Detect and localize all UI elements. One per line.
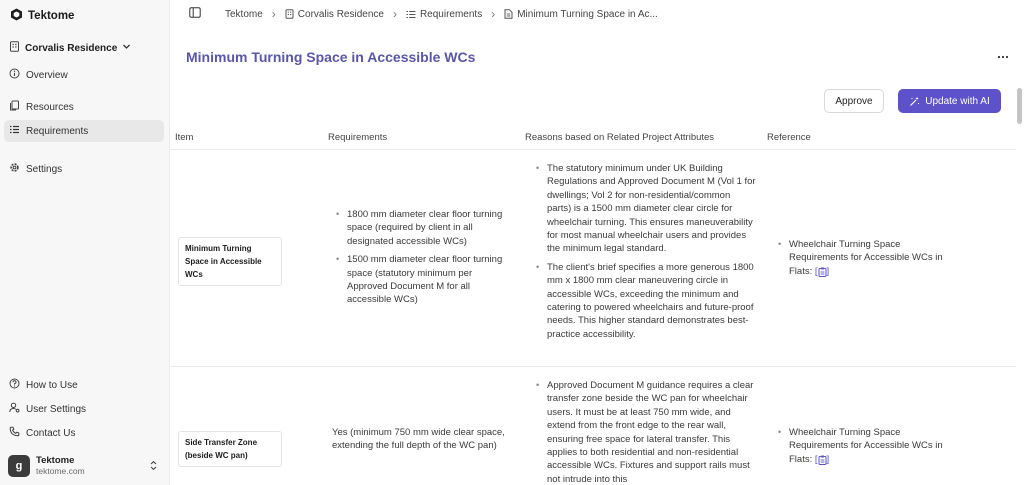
list-item: • 1500 mm diameter clear floor turning space (statutory minimum per Approved Document M for all accessible WCs) bbox=[334, 253, 514, 307]
list-icon bbox=[9, 124, 20, 138]
sidebar-item-user-settings[interactable] bbox=[4, 398, 164, 420]
reference-text: Wheelchair Turning Space Requirements for Accessible WCs in Flats: bbox=[789, 239, 943, 277]
list-item bbox=[776, 238, 961, 278]
breadcrumb-label: Minimum Turning Space in Ac... bbox=[517, 8, 658, 20]
reasons-cell bbox=[534, 379, 757, 485]
contact-icon bbox=[9, 426, 20, 440]
breadcrumb-label: Corvalis Residence bbox=[297, 8, 384, 20]
avatar: g bbox=[8, 455, 30, 477]
chevron-right-icon: › bbox=[271, 7, 276, 21]
list-item bbox=[776, 426, 961, 466]
table-header bbox=[171, 126, 1016, 150]
sidebar-item-resources[interactable] bbox=[4, 96, 164, 118]
chevron-right-icon: › bbox=[491, 7, 496, 21]
column-header-item: Item bbox=[175, 132, 194, 143]
tektome-logo-icon bbox=[10, 8, 23, 24]
sidebar-item-contact-us[interactable] bbox=[4, 422, 164, 444]
more-horizontal-icon bbox=[997, 55, 1009, 59]
project-name: Corvalis Residence bbox=[25, 42, 118, 54]
brand[interactable] bbox=[10, 8, 74, 24]
sidebar-toggle-icon[interactable] bbox=[189, 7, 201, 21]
sidebar-item-requirements[interactable] bbox=[4, 120, 164, 142]
breadcrumb-label: Tektome bbox=[225, 8, 263, 20]
topbar bbox=[171, 0, 1024, 28]
breadcrumb bbox=[225, 9, 658, 20]
sidebar-item-label: User Settings bbox=[26, 403, 87, 415]
breadcrumb-label: Requirements bbox=[419, 8, 483, 20]
reasons-cell bbox=[534, 162, 757, 346]
magic-wand-icon bbox=[909, 96, 920, 107]
sidebar-item-label: Contact Us bbox=[26, 427, 76, 439]
update-with-ai-label: Update with AI bbox=[925, 95, 990, 107]
table-row bbox=[171, 368, 1016, 485]
user-email: tektome.com bbox=[36, 466, 85, 476]
user-settings-icon bbox=[9, 402, 20, 416]
reference-cell bbox=[776, 426, 961, 471]
table-row bbox=[171, 151, 1016, 367]
project-switcher[interactable] bbox=[9, 40, 131, 56]
user-menu[interactable] bbox=[8, 453, 162, 479]
files-icon bbox=[9, 100, 20, 114]
item-card[interactable]: Minimum Turning Space in Accessible WCs bbox=[178, 237, 282, 286]
help-icon bbox=[9, 378, 20, 392]
brand-title: Tektome bbox=[28, 10, 75, 22]
list-item: • 1800 mm diameter clear floor turning space (required by client in all designated accessible WCs) bbox=[334, 208, 514, 248]
user-name: Tektome bbox=[36, 455, 75, 466]
sidebar bbox=[0, 0, 170, 485]
sidebar-item-label: Overview bbox=[26, 69, 68, 81]
info-circle-icon bbox=[9, 68, 20, 82]
column-header-reasons: Reasons based on Related Project Attributes bbox=[525, 132, 715, 143]
sidebar-item-label: Requirements bbox=[26, 125, 89, 137]
approve-button[interactable]: Approve bbox=[824, 89, 884, 113]
gear-icon bbox=[9, 162, 20, 176]
building-icon bbox=[285, 9, 294, 19]
reference-text: Wheelchair Turning Space Requirements for Accessible WCs in Flats: bbox=[789, 427, 943, 465]
clipboard-icon bbox=[818, 455, 827, 465]
item-card[interactable]: Side Transfer Zone (beside WC pan) bbox=[178, 431, 282, 467]
sidebar-item-label: How to Use bbox=[26, 379, 78, 391]
breadcrumb-item-tektome[interactable] bbox=[225, 9, 263, 20]
reference-link[interactable]: [ ] bbox=[814, 265, 830, 277]
list-item: • The client's brief specifies a more generous 1800 mm x 1800 mm clear maneuvering circle in accessible WCs, exceeding the minimum and catering to powered wheelchairs and future-proof needs. This higher standard demonstrates best-practice accessibility. bbox=[534, 261, 757, 341]
list-icon bbox=[406, 10, 416, 19]
sidebar-item-how-to-use[interactable] bbox=[4, 374, 164, 396]
breadcrumb-item-current[interactable] bbox=[504, 9, 658, 20]
requirements-cell: Yes (minimum 750 mm wide clear space, extending the full depth of the WC pan) bbox=[332, 427, 505, 452]
update-with-ai-button[interactable] bbox=[898, 89, 1001, 113]
list-item: • Approved Document M guidance requires a clear transfer zone beside the WC pan for wheelchair users. It must be at least 750 mm wide, and extend from the front edge to the rear wall, ensuring free space for lateral transfer. This applies to both residential and non-residential accessible WCs. Fixtures and support rails must not intrude into this bbox=[534, 379, 757, 485]
column-header-requirements: Requirements bbox=[328, 132, 388, 143]
document-icon bbox=[504, 9, 513, 19]
column-header-reference: Reference bbox=[767, 132, 811, 143]
reference-link[interactable]: [ ] bbox=[814, 453, 830, 465]
more-options-button[interactable] bbox=[995, 50, 1011, 64]
vertical-scrollbar[interactable] bbox=[1017, 88, 1022, 124]
chevron-down-icon bbox=[122, 42, 131, 54]
page-title: Minimum Turning Space in Accessible WCs bbox=[186, 49, 476, 65]
requirements-cell bbox=[334, 208, 514, 312]
breadcrumb-item-requirements[interactable] bbox=[406, 9, 482, 20]
building-icon bbox=[9, 41, 20, 55]
chevron-right-icon: › bbox=[392, 7, 397, 21]
reference-cell bbox=[776, 238, 961, 283]
sidebar-item-label: Resources bbox=[26, 101, 74, 113]
chevron-up-down-icon bbox=[149, 460, 158, 474]
list-item: • The statutory minimum under UK Building Regulations and Approved Document M (Vol 1 for dwellings; Vol 2 for non-residential/common parts) is a 1500 mm diameter clear circle for wheelchair turning. This ensures maneuverability for most manual wheelchair users and provides the minimum legal standard. bbox=[534, 162, 757, 256]
sidebar-item-settings[interactable] bbox=[4, 158, 164, 180]
sidebar-item-overview[interactable] bbox=[4, 64, 164, 86]
breadcrumb-item-project[interactable] bbox=[285, 9, 384, 20]
clipboard-icon bbox=[818, 267, 827, 277]
sidebar-item-label: Settings bbox=[26, 163, 63, 175]
